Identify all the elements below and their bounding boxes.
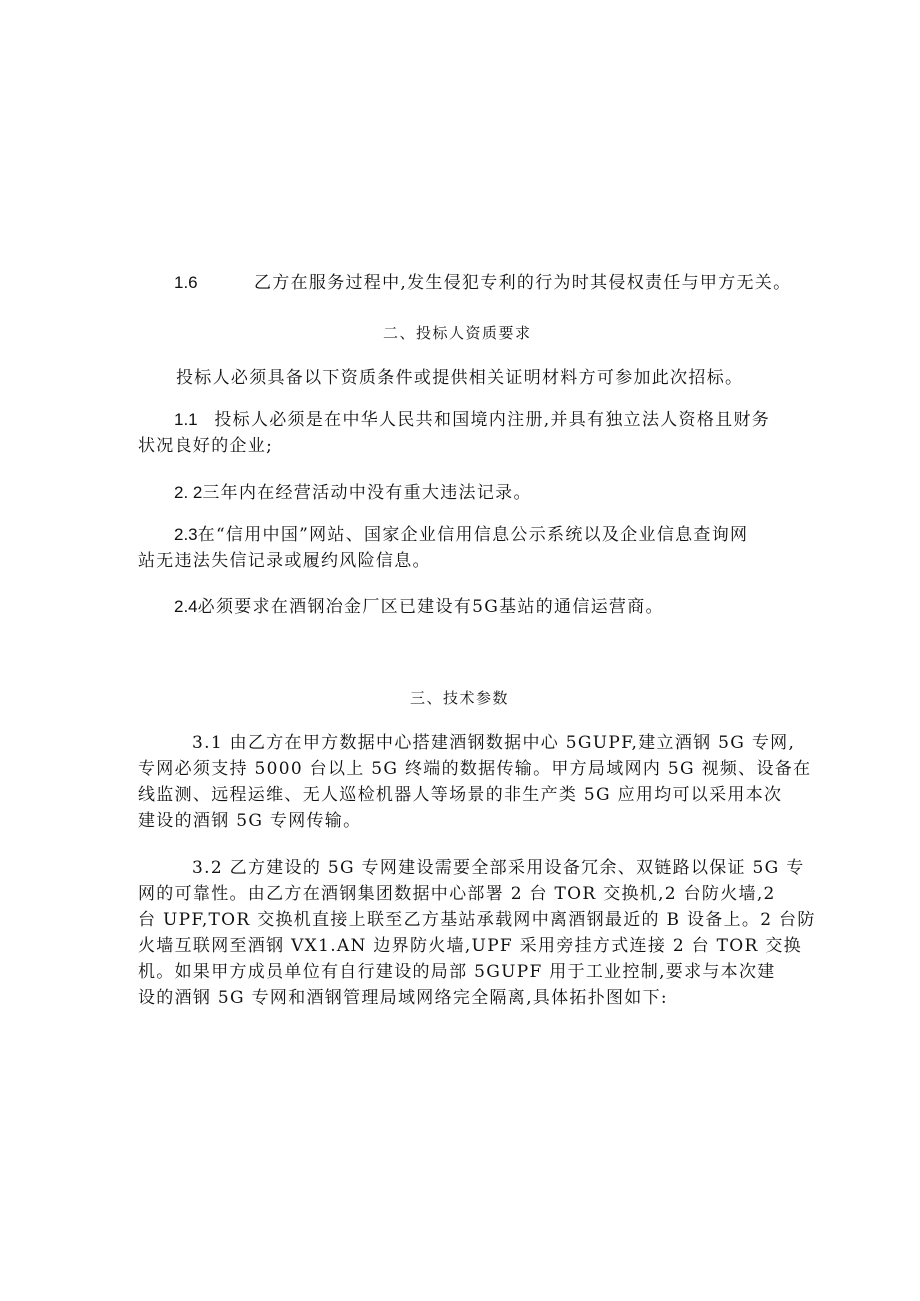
paragraph-line: 火墙互联网至酒钢 VX1.AN 边界防火墙,UPF 采用旁挂方式连接 2 台 TOR 交换 bbox=[138, 936, 802, 956]
paragraph-line: 网的可靠性。由乙方在酒钢集团数据中心部署 2 台 TOR 交换机,2 台防火墙,2 bbox=[138, 884, 776, 904]
paragraph-line: 3.1 由乙方在甲方数据中心搭建酒钢数据中心 5GUPF,建立酒钢 5G 专网, bbox=[192, 733, 796, 753]
item-1-6 bbox=[174, 271, 792, 295]
item-text: 在“信用中国”网站、国家企业信用信息公示系统以及企业信息查询网 bbox=[197, 525, 749, 545]
item-number: 1.6 bbox=[174, 273, 198, 292]
item-number: 2.4 bbox=[174, 597, 198, 616]
paragraph-line: 台 UPF,TOR 交换机直接上联至乙方基站承载网中离酒钢最近的 B 设备上。2 台防 bbox=[138, 910, 816, 930]
item-1-1-line-2: 状况良好的企业; bbox=[138, 436, 274, 456]
item-2-4 bbox=[174, 595, 664, 619]
item-text: 三年内在经营活动中没有重大违法记录。 bbox=[202, 483, 532, 503]
item-2-3-line-2: 站无违法失信记录或履约风险信息。 bbox=[138, 551, 431, 571]
paragraph-line: 线监测、远程运维、无人巡检机器人等场景的非生产类 5G 应用均可以采用本次 bbox=[138, 785, 783, 805]
item-1-1-line-1 bbox=[174, 408, 770, 432]
item-text: 投标人必须是在中华人民共和国境内注册,并具有独立法人资格且财务 bbox=[214, 410, 771, 430]
paragraph-line: 机。如果甲方成员单位有自行建设的局部 5GUPF 用于工业控制,要求与本次建 bbox=[138, 962, 776, 982]
item-number: 2.3 bbox=[174, 525, 198, 544]
paragraph-line: 专网必须支持 5000 台以上 5G 终端的数据传输。甲方局域网内 5G 视频、设备在 bbox=[138, 759, 812, 779]
paragraph-line: 建设的酒钢 5G 专网传输。 bbox=[138, 811, 362, 831]
paragraph-line: 设的酒钢 5G 专网和酒钢管理局域网络完全隔离,具体拓扑图如下: bbox=[138, 988, 668, 1008]
section-2-heading: 二、投标人资质要求 bbox=[383, 324, 532, 342]
item-number: 1.1 bbox=[174, 410, 198, 429]
intro-paragraph: 投标人必须具备以下资质条件或提供相关证明材料方可参加此次招标。 bbox=[176, 368, 744, 388]
item-2-2 bbox=[174, 481, 532, 505]
paragraph-line: 3.2 乙方建设的 5G 专网建设需要全部采用设备冗余、双链路以保证 5G 专 bbox=[192, 858, 805, 878]
item-text: 乙方在服务过程中,发生侵犯专利的行为时其侵权责任与甲方无关。 bbox=[254, 273, 792, 293]
item-number: 2. 2 bbox=[174, 483, 203, 502]
item-2-3-line-1 bbox=[174, 523, 748, 547]
item-text: 必须要求在酒钢冶金厂区已建设有5G基站的通信运营商。 bbox=[197, 597, 664, 617]
section-3-heading: 三、技术参数 bbox=[410, 689, 510, 707]
